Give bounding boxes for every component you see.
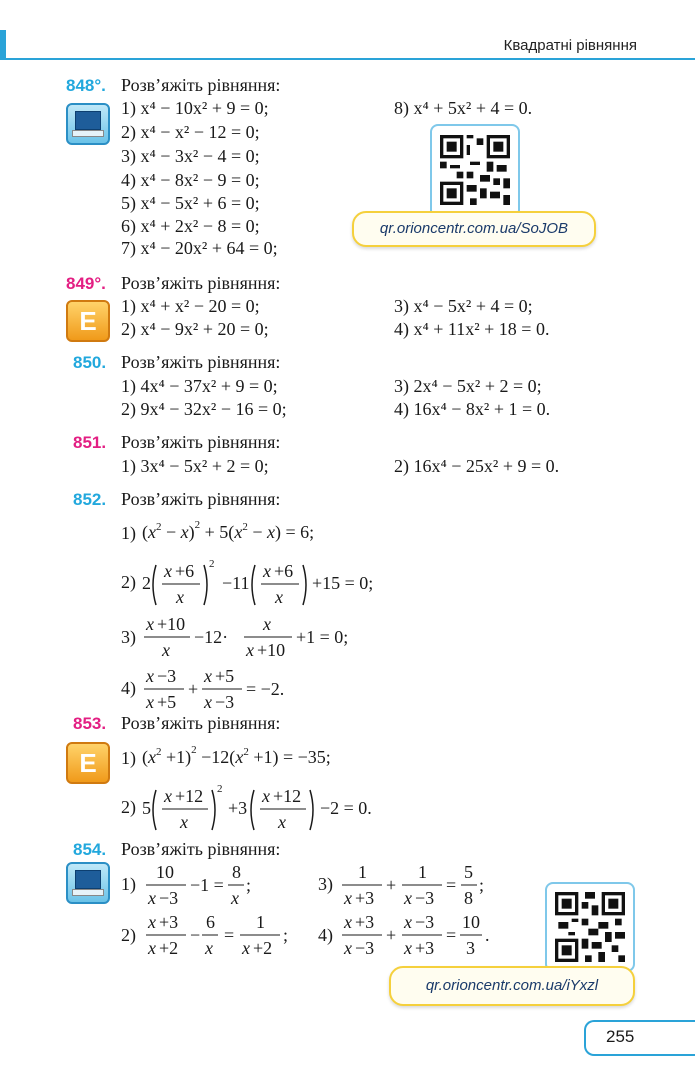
equation-852-4 (142, 662, 342, 717)
equation-854-1 (142, 858, 292, 913)
svg-text:+3: +3 (228, 798, 248, 818)
svg-text:x: x (146, 692, 154, 712)
svg-text:6: 6 (206, 912, 215, 932)
svg-text:2: 2 (142, 573, 151, 593)
svg-text:x: x (164, 786, 172, 806)
svg-text:+3: +3 (159, 912, 179, 932)
qr-link-848[interactable]: qr.orioncentr.com.ua/SoJOB (352, 211, 596, 247)
svg-text:=: = (446, 925, 457, 945)
e-level-icon: E (66, 742, 110, 784)
svg-text:10: 10 (156, 862, 174, 882)
svg-text:2: 2 (209, 558, 215, 570)
equation-854-2 (142, 908, 302, 963)
equation-851-1: 1) 3x⁴ − 5x² + 2 = 0; (121, 456, 269, 476)
svg-text:5: 5 (142, 798, 151, 818)
task-number-853: 853. (73, 714, 107, 733)
svg-text:(x2 +1)2 −12(x2 +1) = −35;: $(x^2 +1)^2 -12(x^2 +1) = -35$; (142, 744, 331, 767)
svg-text:x: x (148, 888, 156, 908)
svg-text:x: x (263, 614, 271, 634)
header-accent (0, 30, 6, 60)
e-level-icon: E (66, 300, 110, 342)
svg-text:−: − (190, 925, 201, 945)
task-title-851: Розв’яжіть рівняння: (121, 432, 281, 452)
svg-text:x: x (242, 938, 250, 958)
svg-text:5: 5 (464, 862, 473, 882)
svg-text:+5: +5 (215, 666, 235, 686)
svg-text:x: x (148, 938, 156, 958)
svg-text:x: x (205, 938, 213, 958)
svg-text:x: x (146, 666, 154, 686)
qr-code-icon (440, 135, 510, 205)
equation-854-3 (340, 858, 500, 913)
svg-text:;: ; (283, 925, 289, 945)
item-label-853-2: 2) (121, 797, 136, 817)
svg-text:x: x (204, 692, 212, 712)
equation-852-1 (142, 510, 362, 550)
svg-text:x: x (180, 812, 188, 832)
item-label-854-4: 4) (318, 925, 333, 945)
svg-text:x: x (148, 912, 156, 932)
svg-text:−3: −3 (215, 692, 235, 712)
svg-text:10: 10 (462, 912, 480, 932)
svg-text:x: x (404, 912, 412, 932)
svg-text:= −2.: = −2. (246, 679, 285, 699)
svg-text:+3: +3 (415, 938, 435, 958)
svg-text:−3: −3 (355, 938, 375, 958)
qr-code-848[interactable] (430, 124, 520, 218)
page-header-title: Квадратні рівняння (503, 37, 637, 54)
equation-849-4: 4) x⁴ + 11x² + 18 = 0. (394, 319, 550, 339)
item-label-854-2: 2) (121, 925, 136, 945)
equation-848-6: 6) x⁴ + 2x² − 8 = 0; (121, 216, 260, 236)
svg-text:+12: +12 (273, 786, 302, 806)
header-underline (6, 58, 695, 60)
svg-text:x: x (278, 812, 286, 832)
equation-849-2: 2) x⁴ − 9x² + 20 = 0; (121, 319, 269, 339)
equation-850-3: 3) 2x⁴ − 5x² + 2 = 0; (394, 376, 542, 396)
svg-text:8: 8 (464, 888, 473, 908)
page-number-box (584, 1020, 695, 1056)
equation-850-4: 4) 16x⁴ − 8x² + 1 = 0. (394, 399, 551, 419)
svg-text:(x2 − x)2 + 5(x2 − x) = 6;: $(x^2 - x)^2 + 5(x^2 - x) = 6$; (142, 519, 315, 542)
svg-text:+15 = 0;: +15 = 0; (312, 573, 374, 593)
svg-text:+3: +3 (355, 888, 375, 908)
svg-text:x: x (146, 614, 154, 634)
svg-text:1: 1 (418, 862, 427, 882)
item-label-852-2: 2) (121, 572, 136, 592)
svg-text:1: 1 (358, 862, 367, 882)
task-number-849: 849°. (66, 274, 106, 293)
equation-848-4: 4) x⁴ − 8x² − 9 = 0; (121, 170, 260, 190)
equation-849-1: 1) x⁴ + x² − 20 = 0; (121, 296, 260, 316)
svg-text:x: x (344, 938, 352, 958)
svg-text:+6: +6 (274, 561, 294, 581)
svg-text:−3: −3 (415, 912, 435, 932)
svg-text:−12·: −12· (194, 627, 229, 647)
svg-text:+10: +10 (257, 640, 286, 660)
page-number: 255 (606, 1027, 635, 1046)
svg-text:x: x (263, 561, 271, 581)
equation-853-2 (142, 778, 422, 838)
svg-text:;: ; (479, 875, 485, 895)
svg-text:=: = (224, 925, 235, 945)
svg-text:−3: −3 (159, 888, 179, 908)
svg-text:x: x (162, 640, 170, 660)
equation-848-1: 1) x⁴ − 10x² + 9 = 0; (121, 98, 269, 118)
equation-849-3: 3) x⁴ − 5x² + 4 = 0; (394, 296, 533, 316)
task-number-852: 852. (73, 490, 107, 509)
task-number-850: 850. (73, 353, 107, 372)
equation-848-2: 2) x⁴ − x² − 12 = 0; (121, 122, 260, 142)
equation-850-1: 1) 4x⁴ − 37x² + 9 = 0; (121, 376, 278, 396)
svg-text:−3: −3 (157, 666, 177, 686)
svg-text:x: x (176, 587, 184, 607)
svg-text:+10: +10 (157, 614, 186, 634)
svg-text:−1 =: −1 = (190, 875, 224, 895)
svg-text:+2: +2 (253, 938, 273, 958)
equation-851-2: 2) 16x⁴ − 25x² + 9 = 0. (394, 456, 560, 476)
svg-text:−2 = 0.: −2 = 0. (320, 798, 372, 818)
svg-text:−3: −3 (415, 888, 435, 908)
task-title-848: Розв’яжіть рівняння: (121, 75, 281, 95)
page-header (0, 30, 695, 60)
svg-text:+6: +6 (175, 561, 195, 581)
svg-text:x: x (231, 888, 239, 908)
svg-text:+5: +5 (157, 692, 177, 712)
item-label-852-4: 4) (121, 678, 136, 698)
equation-848-8: 8) x⁴ + 5x² + 4 = 0. (394, 98, 533, 118)
svg-text:x: x (344, 912, 352, 932)
task-title-852: Розв’яжіть рівняння: (121, 489, 281, 509)
qr-code-icon (555, 892, 625, 962)
svg-text:1: 1 (256, 912, 265, 932)
task-number-851: 851. (73, 433, 107, 452)
item-label-852-3: 3) (121, 627, 136, 647)
svg-text:+: + (386, 925, 397, 945)
svg-text:+: + (386, 875, 397, 895)
svg-text:+: + (188, 679, 199, 699)
svg-text:.: . (485, 925, 490, 945)
item-label-852-1: 1) (121, 523, 136, 543)
svg-text:+3: +3 (355, 912, 375, 932)
computer-icon (66, 862, 110, 904)
svg-text:8: 8 (232, 862, 241, 882)
equation-848-3: 3) x⁴ − 3x² − 4 = 0; (121, 146, 260, 166)
equation-852-2 (142, 553, 412, 613)
item-label-854-3: 3) (318, 874, 333, 894)
item-label-854-1: 1) (121, 874, 136, 894)
task-number-848: 848°. (66, 76, 106, 95)
task-title-853: Розв’яжіть рівняння: (121, 713, 281, 733)
equation-853-1 (142, 735, 402, 775)
task-number-854: 854. (73, 840, 107, 859)
svg-text:x: x (246, 640, 254, 660)
task-title-854: Розв’яжіть рівняння: (121, 839, 281, 859)
svg-text:x: x (404, 938, 412, 958)
qr-code-854[interactable] (545, 882, 635, 972)
svg-text:+2: +2 (159, 938, 179, 958)
svg-text:=: = (446, 875, 457, 895)
svg-text:+1 = 0;: +1 = 0; (296, 627, 349, 647)
svg-text:x: x (344, 888, 352, 908)
svg-text:2: 2 (217, 783, 223, 795)
computer-icon (66, 103, 110, 145)
svg-text:+12: +12 (175, 786, 204, 806)
equation-850-2: 2) 9x⁴ − 32x² − 16 = 0; (121, 399, 287, 419)
svg-text:x: x (404, 888, 412, 908)
equation-854-4 (340, 908, 510, 963)
svg-text:x: x (164, 561, 172, 581)
svg-text:;: ; (246, 875, 252, 895)
svg-text:3: 3 (466, 938, 475, 958)
task-title-849: Розв’яжіть рівняння: (121, 273, 281, 293)
svg-text:x: x (204, 666, 212, 686)
equation-852-3 (142, 610, 382, 665)
task-title-850: Розв’яжіть рівняння: (121, 352, 281, 372)
svg-text:x: x (275, 587, 283, 607)
equation-848-5: 5) x⁴ − 5x² + 6 = 0; (121, 193, 260, 213)
svg-text:−11: −11 (222, 573, 250, 593)
qr-link-854[interactable]: qr.orioncentr.com.ua/iYxzl (389, 966, 635, 1006)
svg-text:x: x (262, 786, 270, 806)
equation-848-7: 7) x⁴ − 20x² + 64 = 0; (121, 238, 278, 258)
item-label-853-1: 1) (121, 748, 136, 768)
